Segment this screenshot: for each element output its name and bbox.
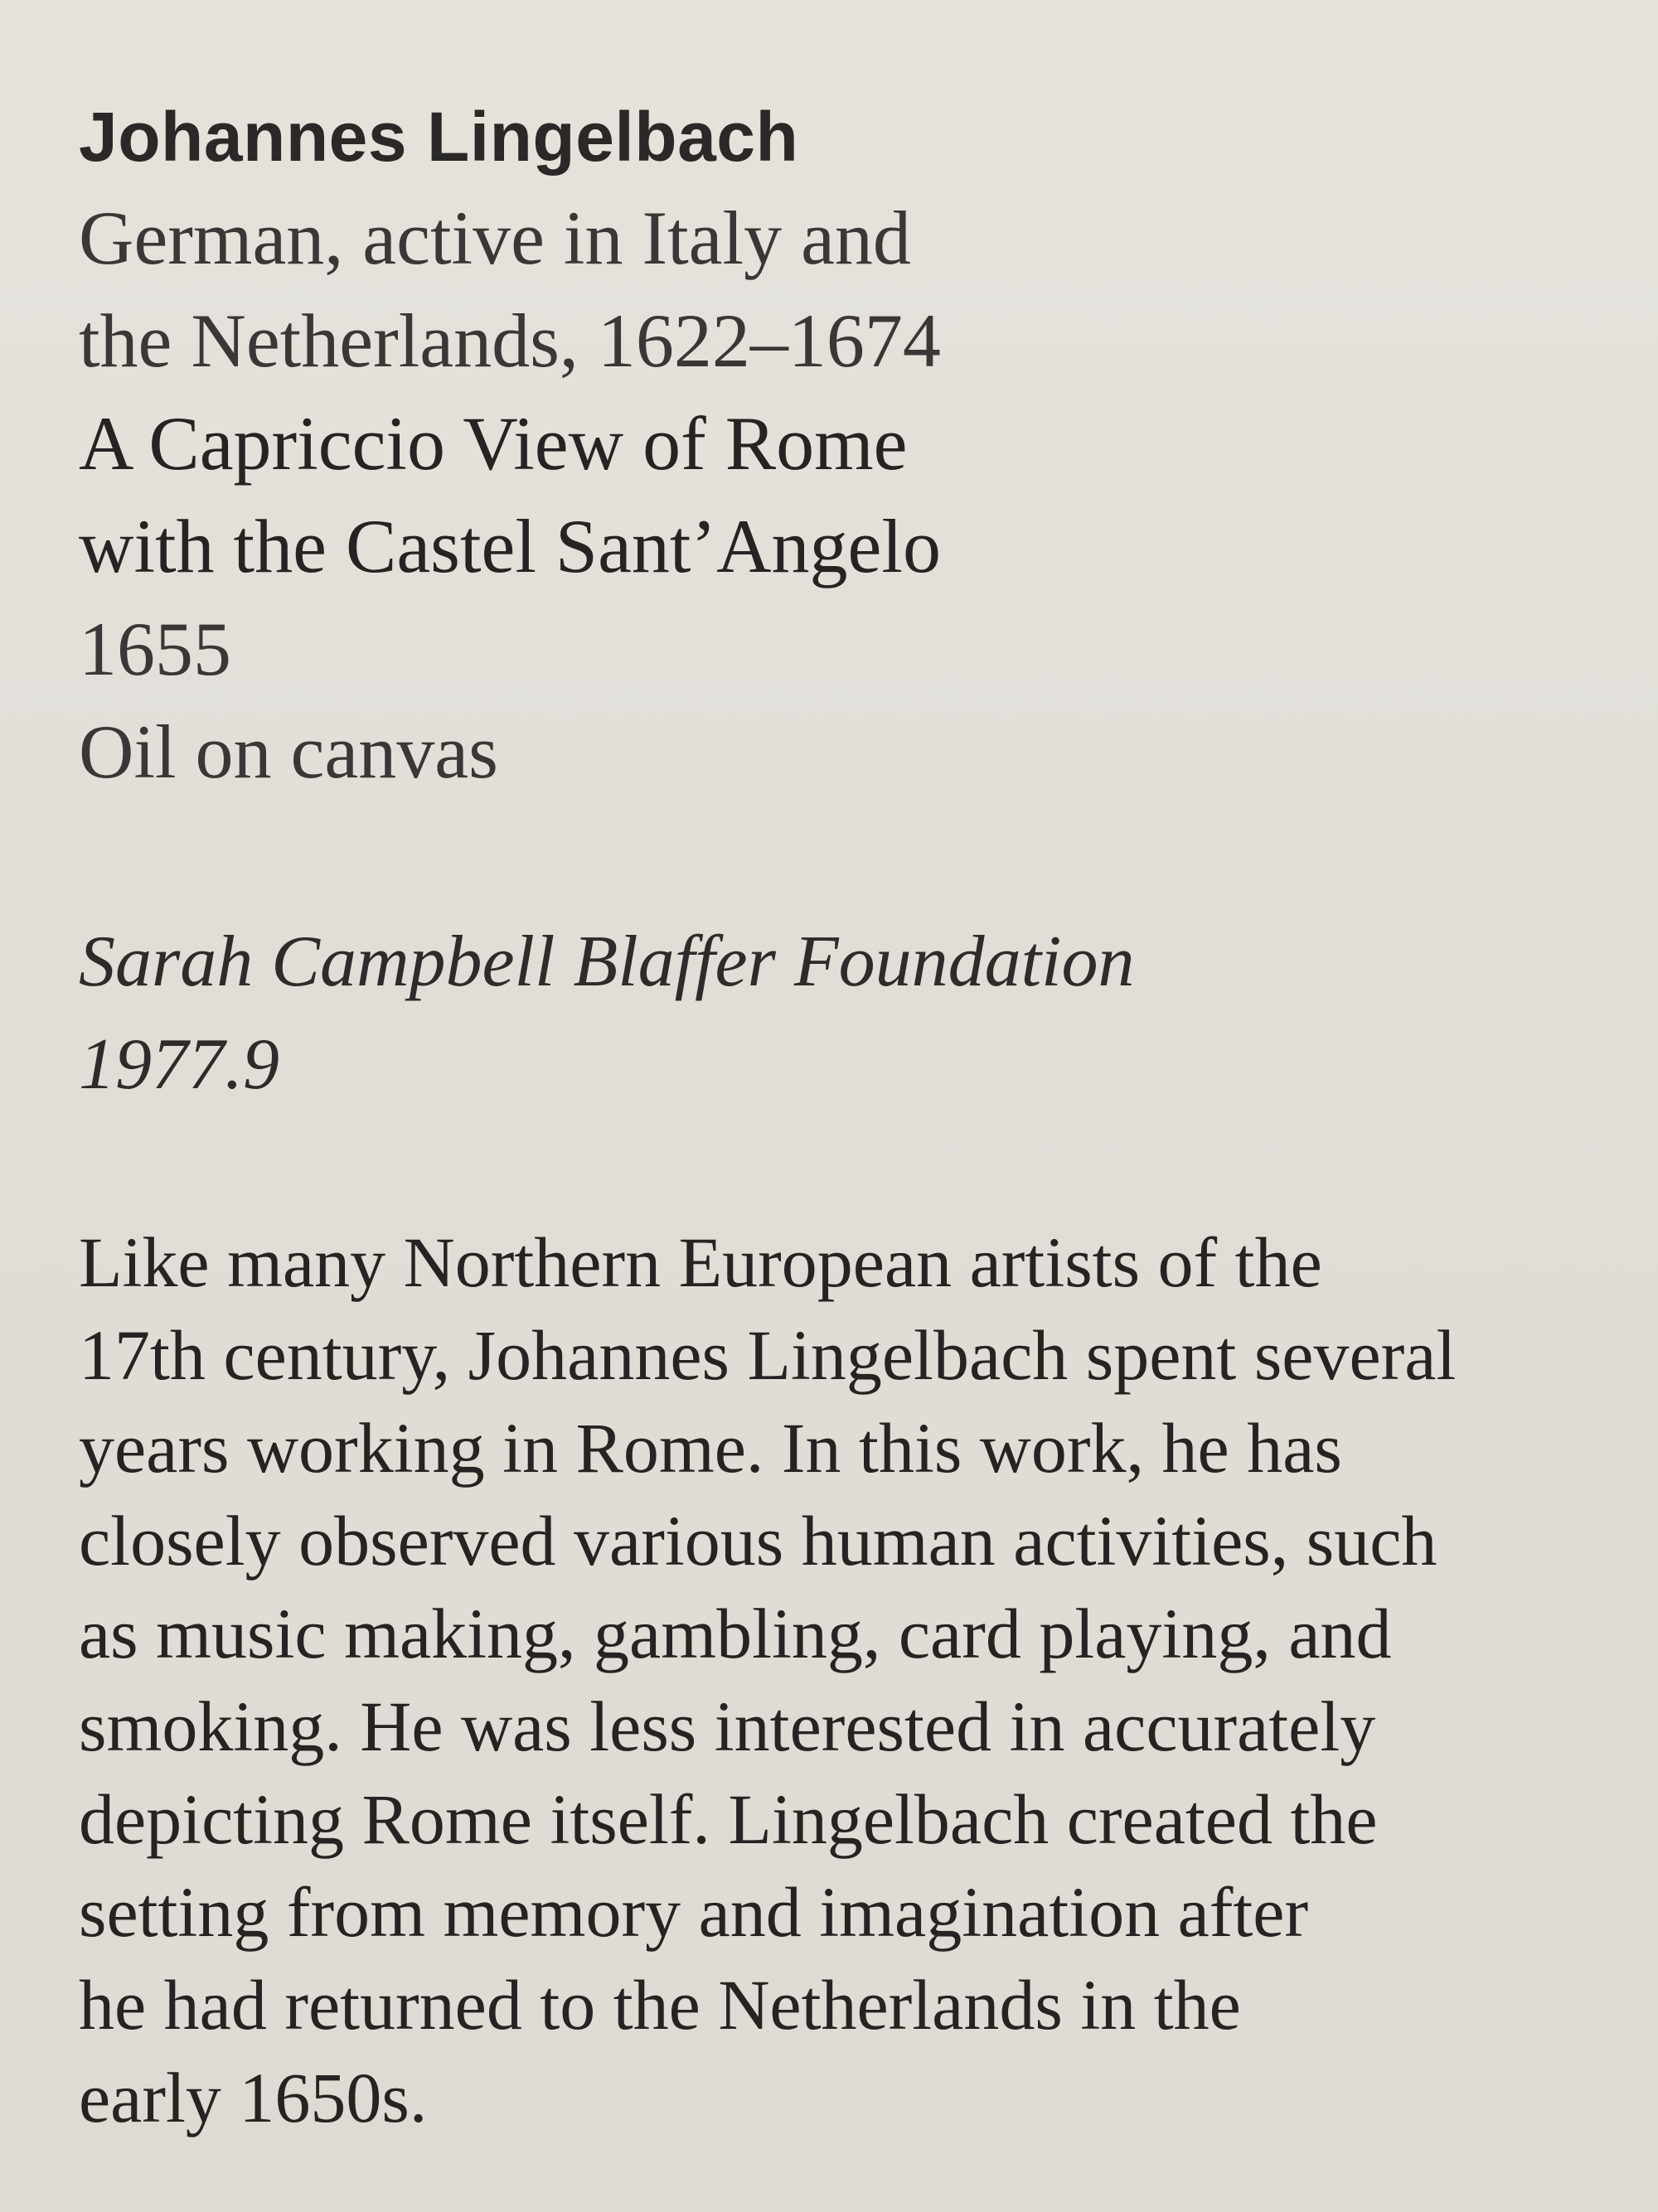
artist-name: Johannes Lingelbach <box>79 98 799 176</box>
artwork-title-line-2: with the Castel Sant’Angelo <box>79 504 941 588</box>
section-spacer <box>79 803 1612 911</box>
credit-line: Sarah Campbell Blaffer Foundation <box>79 922 1135 1002</box>
description-line: early 1650s. <box>79 2058 428 2137</box>
artwork-medium: Oil on canvas <box>79 709 498 794</box>
artwork-title-line-1: A Capriccio View of Rome <box>79 401 908 486</box>
description-line: closely observed various human activities, such <box>79 1501 1437 1580</box>
description-line: setting from memory and imagination after <box>79 1872 1309 1952</box>
description-line: depicting Rome itself. Lingelbach created the <box>79 1779 1378 1859</box>
artist-nationality-line-1: German, active in Italy and <box>79 196 911 280</box>
accession-number: 1977.9 <box>79 1024 279 1105</box>
description-line: as music making, gambling, card playing, and <box>79 1594 1392 1673</box>
description-paragraph <box>79 1216 1612 2144</box>
description-line: he had returned to the Netherlands in the <box>79 1965 1241 2045</box>
description-line: Like many Northern European artists of the <box>79 1222 1322 1302</box>
museum-wall-label <box>79 87 1612 2144</box>
description-line: years working in Rome. In this work, he has <box>79 1408 1342 1488</box>
description-line: 17th century, Johannes Lingelbach spent several <box>79 1315 1457 1395</box>
artwork-date: 1655 <box>79 607 231 691</box>
artist-nationality-line-2: the Netherlands, 1622–1674 <box>79 298 941 383</box>
description-line: smoking. He was less interested in accurately <box>79 1687 1376 1766</box>
